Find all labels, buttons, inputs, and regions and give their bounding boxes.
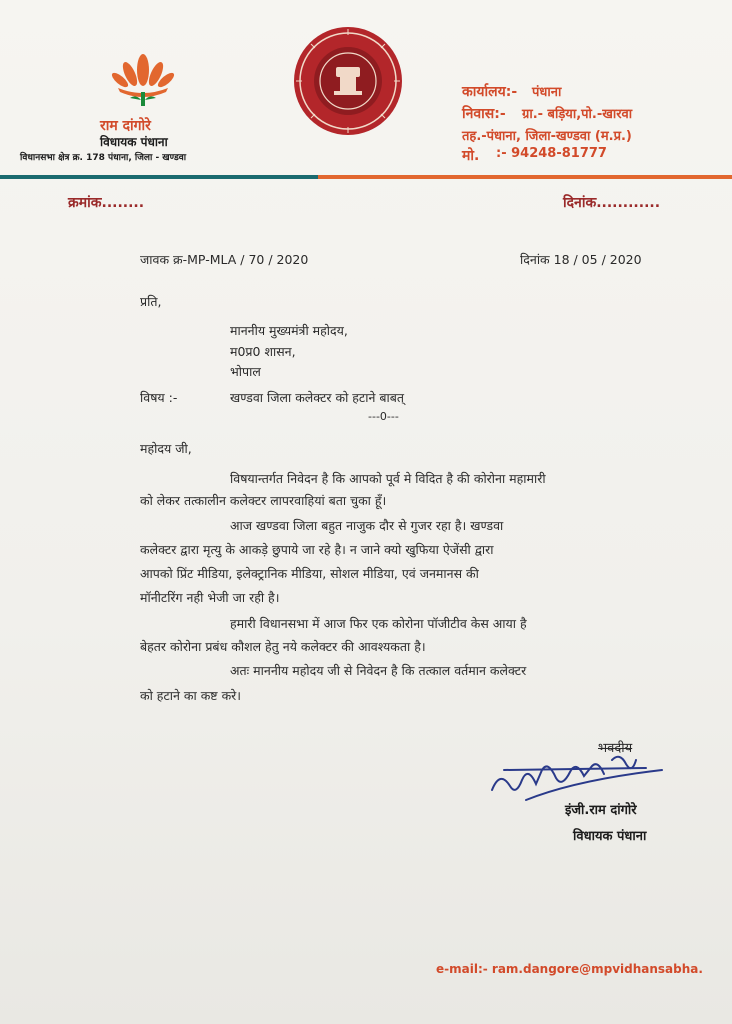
- signer-role: विधायक पंधाना: [573, 829, 647, 844]
- residence-value: ग्रा.- बड़िया,पो.-खारवा: [522, 107, 633, 122]
- prati-label: प्रति,: [140, 294, 162, 309]
- mla-name: राम दांगोरे: [100, 118, 151, 134]
- subject-label: विषय :-: [140, 390, 178, 405]
- address-line-3: भोपाल: [230, 364, 261, 379]
- paragraph-2-line-2: कलेक्टर द्वारा मृत्यु के आकड़े छुपाये जा रहे है। न जाने क्यो खुफिया ऐजेंसी द्वारा: [140, 542, 494, 557]
- paragraph-1-line-2: को लेकर तत्कालीन कलेक्टर लापरवाहियां बता चुका हूँ।: [140, 493, 387, 508]
- subject-divider: ---0---: [368, 410, 399, 423]
- kramank-field: क्रमांक........: [68, 195, 145, 211]
- salutation: महोदय जी,: [140, 441, 192, 456]
- paragraph-3-line-1: हमारी विधानसभा में आज फिर एक कोरोना पॉजीटीव केस आया है: [230, 616, 527, 631]
- paragraph-3-line-2: बेहतर कोरोना प्रबंध कौशल हेतु नये कलेक्टर की आवश्यकता है।: [140, 639, 426, 654]
- paragraph-2-line-3: आपको प्रिंट मीडिया, इलेक्ट्रानिक मीडिया, सोशल मीडिया, एवं जनमानस की: [140, 566, 479, 581]
- paragraph-2-line-1: आज खण्डवा जिला बहुत नाजुक दौर से गुजर रहा है। खण्डवा: [230, 518, 504, 533]
- paragraph-2-line-4: मॉनीटरिंग नही भेजी जा रही है।: [140, 590, 280, 605]
- constituency-line: विधानसभा क्षेत्र क्र. 178 पंधाना, जिला - खण्डवा: [20, 153, 187, 163]
- paragraph-4-line-1: अतः माननीय महोदय जी से निवेदन है कि तत्काल वर्तमान कलेक्टर: [230, 663, 527, 678]
- lotus-logo-icon: [110, 48, 176, 114]
- office-value: पंधाना: [532, 85, 562, 100]
- residence-label: निवास:-: [462, 106, 506, 122]
- dinank-field: दिनांक............: [563, 195, 661, 211]
- closing-bhavadiya: भवदीय: [598, 741, 633, 756]
- office-label: कार्यालय:-: [462, 84, 518, 100]
- paragraph-4-line-2: को हटाने का कष्ट करे।: [140, 688, 242, 703]
- address-line-2: म0प्र0 शासन,: [230, 344, 296, 359]
- header-rule-orange: [318, 175, 732, 179]
- mla-role: विधायक पंधाना: [100, 135, 168, 149]
- address-line-1: माननीय मुख्यमंत्री महोदय,: [230, 323, 348, 338]
- paragraph-1-line-1: विषयान्तर्गत निवेदन है कि आपको पूर्व मे विदित है की कोरोना महामारी: [230, 471, 546, 486]
- signer-name: इंजी.राम दांगोरे: [565, 803, 637, 818]
- mp-government-seal-icon: [292, 25, 404, 137]
- letter-date: दिनांक 18 / 05 / 2020: [520, 252, 642, 267]
- reference-number: जावक क्र-MP-MLA / 70 / 2020: [140, 252, 309, 267]
- header-rule-green: [0, 175, 318, 179]
- tehsil-line: तह.-पंधाना, जिला-खण्डवा (म.प्र.): [462, 129, 632, 144]
- subject-text: खण्डवा जिला कलेक्टर को हटाने बाबत्: [230, 390, 405, 405]
- mobile-label: मो.: [462, 148, 480, 164]
- email-footer: e-mail:- ram.dangore@mpvidhansabha.: [436, 962, 703, 976]
- mobile-value: :- 94248-81777: [496, 146, 607, 161]
